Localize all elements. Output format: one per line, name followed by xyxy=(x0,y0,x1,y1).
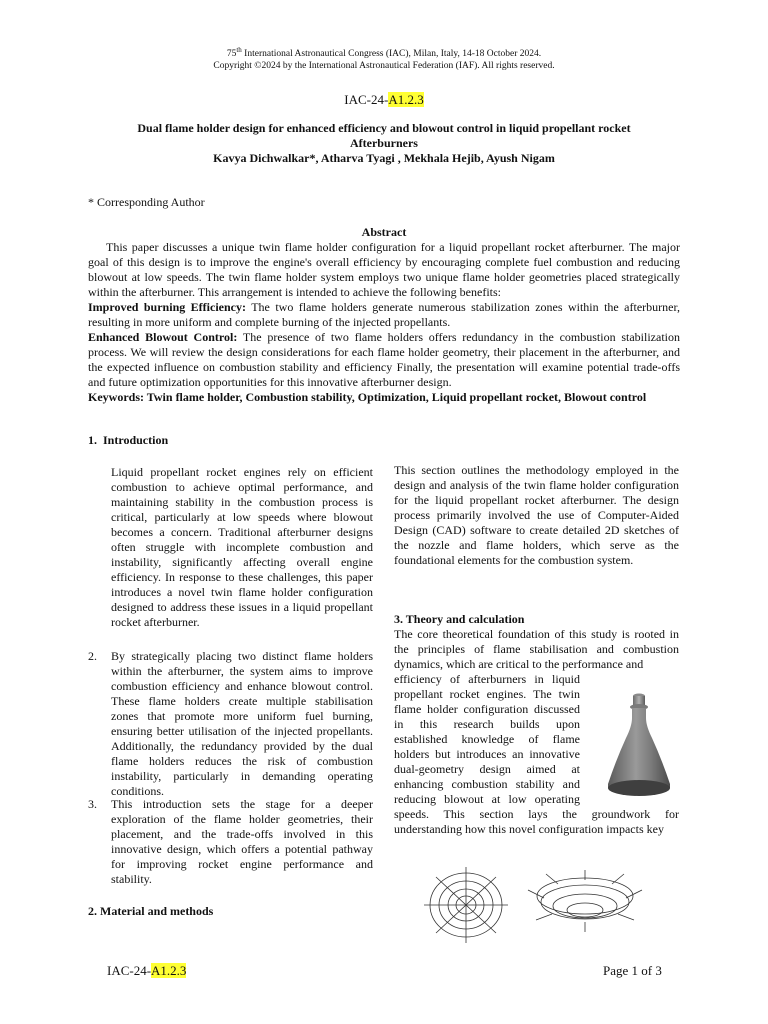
intro-list-item-3: 3. This introduction sets the stage for a deeper exploration of the flame holder geometries, their placement, and the trade-offs involved in this innovative design, which offers a potential pathway for improving rocket engine performance and stability. xyxy=(88,797,373,886)
abstract-paragraph: This paper discusses a unique twin flame holder configuration for a liquid propellant rocket afterburner. The major goal of this design is to improve the engine's overall efficiency by encouraging complete fuel combustion and reducing blowout at low speeds. The twin flame holder system employs two unique flame holder geometries placed strategically within the afterburner. This arrangement is intended to achieve the following benefits: xyxy=(88,240,680,299)
theory-heading: 3. Theory and calculation xyxy=(394,612,525,626)
wrap-line: in this research builds upon xyxy=(394,717,580,731)
nozzle-render-figure xyxy=(596,688,682,808)
theory-body-top: The core theoretical foundation of this study is rooted in the principles of flame stabilisation and combustion dynamics, which are critical to the performance and xyxy=(394,627,679,671)
theory-wrapped-text xyxy=(394,672,580,807)
copyright-line: Copyright ©2024 by the International Astronautical Federation (IAF). All rights reserved. xyxy=(213,61,555,72)
abstract-benefit-1: Improved burning Efficiency: The two flame holders generate numerous stabilization zones within the afterburner, resulting in more uniform and complete burning of the injected propellants. xyxy=(88,300,680,329)
theory-body-bottom: speeds. This section lays the groundwork for understanding how this novel configuration impacts key xyxy=(394,807,679,836)
flame-holder-gutter-drawing xyxy=(522,866,648,940)
intro-paragraph-1: Liquid propellant rocket engines rely on efficient combustion to achieve optimal performance, and maintaining stability in the combustion process is critical, particularly at low speeds where blowout becomes a concern. Traditional afterburner designs often struggle with incomplete combustion and instability, significantly affecting overall engine efficiency. In response to these challenges, this paper introduces a novel twin flame holder configuration designed to address these issues in a liquid propellant rocket afterburner. xyxy=(111,465,373,629)
wrap-line: holders but introduces an innovative xyxy=(394,747,580,761)
methods-body: This section outlines the methodology employed in the design and analysis of the twin flame holder configuration for the liquid propellant rocket afterburner. The design process primarily involved the use of Computer-Aided Design (CAD) software to create detailed 2D sketches of the nozzle and flame holders, which serve as the foundational elements for the combustion system. xyxy=(394,463,679,567)
intro-heading: 1. Introduction xyxy=(88,433,169,447)
corresponding-author-note: * Corresponding Author xyxy=(88,195,205,209)
page-number: Page 1 of 3 xyxy=(603,963,662,978)
paper-id: IAC-24-A1.2.3 xyxy=(344,92,424,107)
wrap-line: propellant rocket engines. The twin xyxy=(394,687,580,701)
abstract-body xyxy=(88,240,680,405)
methods-heading: 2. Material and methods xyxy=(88,904,214,918)
wrap-line: flame holder configuration discussed xyxy=(394,702,580,716)
wrap-line: dual-geometry design aimed at xyxy=(394,762,580,776)
footer-paper-id: IAC-24-A1.2.3 xyxy=(107,963,187,978)
paper-title: Dual flame holder design for enhanced efficiency and blowout control in liquid propellant rocket Afterburners xyxy=(137,121,631,150)
intro-list-item-2: 2. By strategically placing two distinct flame holders within the afterburner, the system aims to improve combustion efficiency and enhance blowout control. These flame holders create multiple stabilisation zones that promote more uniform fuel burning, ensuring better utilisation of the injected propellants. Additionally, the redundancy provided by the dual flame holders reduces the risk of combustion instability, particularly in demanding operating conditions. xyxy=(88,649,373,798)
keywords: Keywords: Twin flame holder, Combustion stability, Optimization, Liquid propellant rocket, Blowout control xyxy=(88,390,647,404)
nozzle-exit xyxy=(608,780,670,796)
wrap-line: enhancing combustion stability and xyxy=(394,777,580,791)
wrap-line: efficiency of afterburners in liquid xyxy=(394,672,580,686)
author-list: Kavya Dichwalkar*, Atharva Tyagi , Mekhala Hejib, Ayush Nigam xyxy=(213,151,555,165)
conference-line: 75th International Astronautical Congress (IAC), Milan, Italy, 14-18 October 2024. xyxy=(226,46,542,60)
flame-holder-radial-drawing xyxy=(420,864,512,946)
abstract-heading: Abstract xyxy=(361,225,407,239)
wrap-line: reducing blowout at low operating xyxy=(394,792,580,806)
conference-header xyxy=(0,44,768,72)
abstract-benefit-2: Enhanced Blowout Control: The presence of two flame holders offers redundancy in the combustion stabilization process. We will review the design considerations for each flame holder geometry, their placement in the afterburner, and the expected influence on combustion stability and efficiency Finally, the presentation will examine potential trade-offs and future optimization opportunities for this innovative afterburner design. xyxy=(88,330,680,389)
wrap-line: established knowledge of flame xyxy=(394,732,580,746)
